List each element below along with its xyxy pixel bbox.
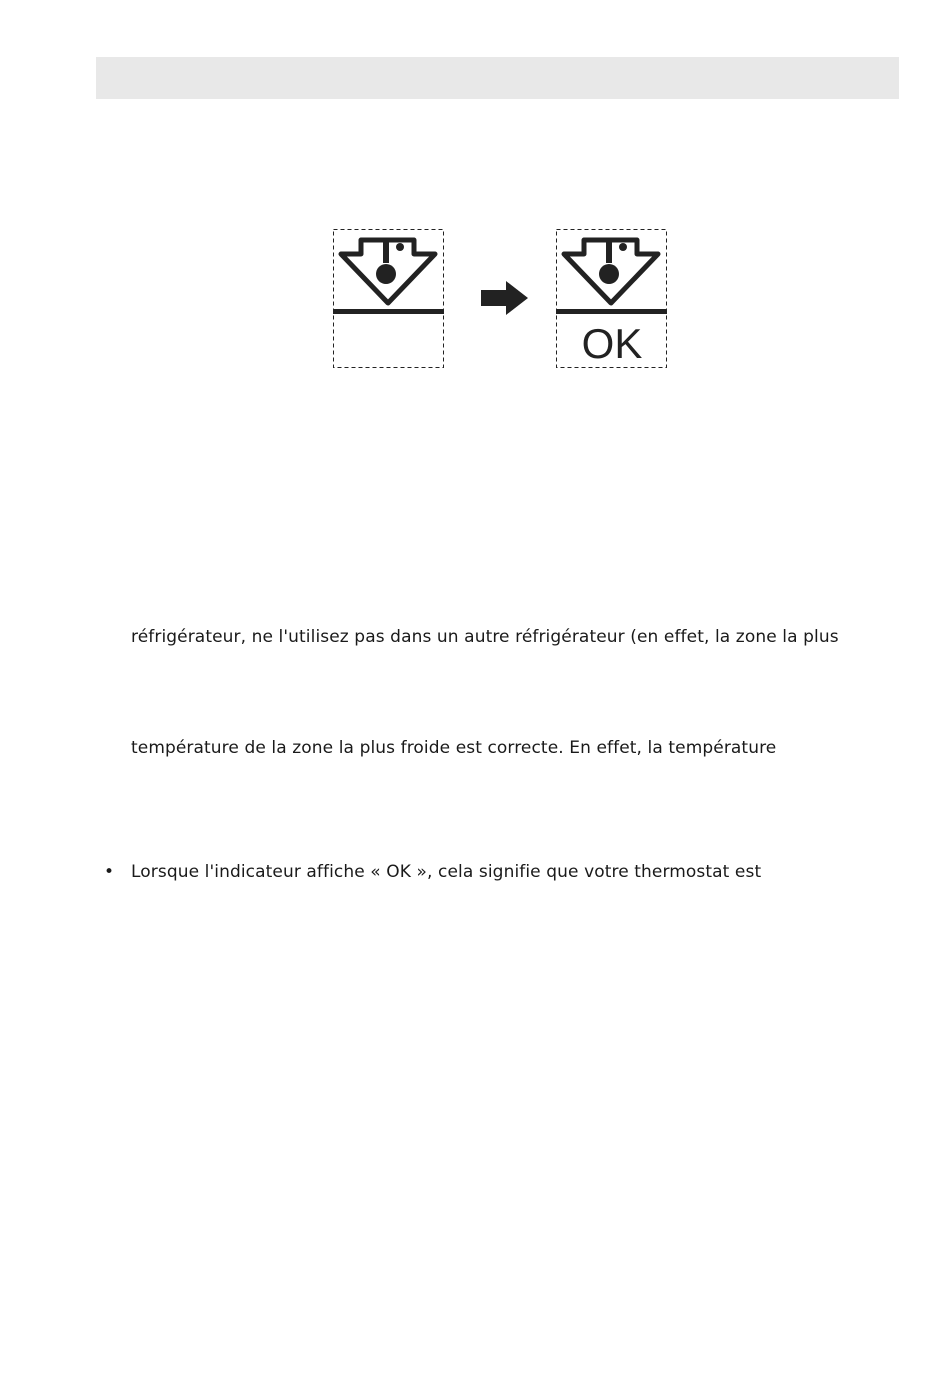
fridge-thermometer-indicator-ok-icon bbox=[556, 230, 667, 368]
fridge-thermometer-indicator-blank-icon bbox=[333, 230, 444, 368]
ok-label: OK bbox=[581, 320, 643, 367]
bullet-marker: • bbox=[104, 862, 115, 882]
temperature-indicator-figure bbox=[0, 0, 950, 400]
body-text-line: réfrigérateur, ne l'utilisez pas dans un autre réfrigérateur (en effet, la zone la plus bbox=[131, 627, 839, 647]
right-arrow-icon bbox=[481, 281, 528, 315]
bullet-text-line: Lorsque l'indicateur affiche « OK », cela signifie que votre thermostat est bbox=[131, 862, 762, 882]
body-text-line: température de la zone la plus froide est correcte. En effet, la température bbox=[131, 738, 777, 758]
